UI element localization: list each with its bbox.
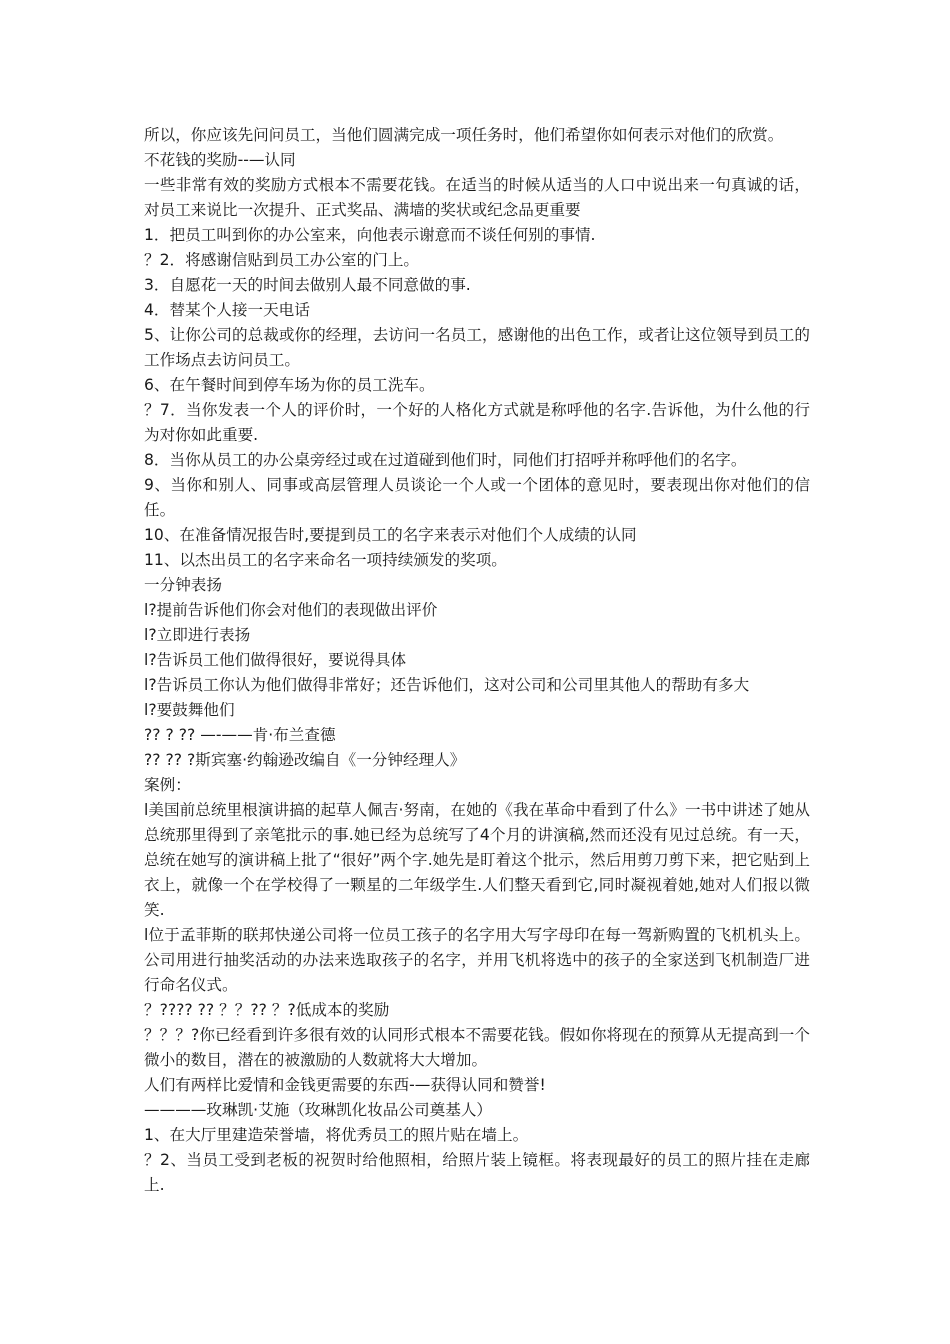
attribution: ————玫琳凯·艾施（玫琳凯化妆品公司奠基人） [144,1101,493,1119]
list-item: 8．当你从员工的办公桌旁经过或在过道碰到他们时，同他们打招呼并称呼他们的名字。 [144,451,747,469]
section-heading: 案例： [144,776,191,794]
paragraph: 所以，你应该先问问员工，当他们圆满完成一项任务时，他们希望你如何表示对他们的欣赏。 [144,126,784,144]
paragraph: 一些非常有效的奖励方式根本不需要花钱。在适当的时候从适当的人口中说出来一句真诚的话，对员工来说比一次提升、正式奖品、满墙的奖状或纪念品更重要 [144,176,810,219]
quote: 人们有两样比爱情和金钱更需要的东西-—获得认同和赞誉! [144,1076,546,1094]
list-item: 5、让你公司的总裁或你的经理，去访问一名员工，感谢他的出色工作，或者让这位领导到员工的工作场点去访问员工。 [144,326,810,369]
list-item: ？2．将感谢信贴到员工办公室的门上。 [144,251,420,269]
bullet-item: l?告诉员工你认为他们做得非常好；还告诉他们，这对公司和公司里其他人的帮助有多大 [144,676,750,694]
bullet-item: l?告诉员工他们做得很好，要说得具体 [144,651,407,669]
section-heading: 一分钟表扬 [144,576,222,594]
attribution: ?? ?? ?斯宾塞·约翰逊改编自《一分钟经理人》 [144,751,466,769]
bullet-item: l?提前告诉他们你会对他们的表现做出评价 [144,601,438,619]
section-heading: ？???? ?? ？？?? ？?低成本的奖励 [144,1001,390,1019]
list-item: 1．把员工叫到你的办公室来，向他表示谢意而不谈任何别的事情. [144,226,596,244]
list-item: ？2、当员工受到老板的祝贺时给他照相，给照片装上镜框。将表现最好的员工的照片挂在走廊上. [144,1151,810,1194]
document-body [144,123,810,1198]
list-item: 10、在准备情况报告时,要提到员工的名字来表示对他们个人成绩的认同 [144,526,637,544]
list-item: 6、在午餐时间到停车场为你的员工洗车。 [144,376,435,394]
paragraph: ？？？?你已经看到许多很有效的认同形式根本不需要花钱。假如你将现在的预算从无提高到一个微小的数目，潜在的被激励的人数就将大大增加。 [144,1026,810,1069]
section-heading: 不花钱的奖励--—认同 [144,151,296,169]
list-item: 9、当你和别人、同事或高层管理人员谈论一个人或一个团体的意见时，要表现出你对他们的信任。 [144,476,810,519]
list-item: ？7．当你发表一个人的评价时，一个好的人格化方式就是称呼他的名字.告诉他，为什么他的行为对你如此重要. [144,401,810,444]
case-paragraph: l美国前总统里根演讲搞的起草人佩吉·努南，在她的《我在革命中看到了什么》一书中讲述了她从总统那里得到了亲笔批示的事.她已经为总统写了4个月的讲演稿,然而还没有见过总统。有一天，总统在她写的演讲稿上批了“很好”两个字.她先是盯着这个批示，然后用剪刀剪下来，把它贴到上衣上，就像一个在学校得了一颗星的二年级学生.人们整天看到它,同时凝视着她,她对人们报以微笑. [144,801,810,919]
case-paragraph: l位于孟菲斯的联邦快递公司将一位员工孩子的名字用大写字母印在每一驾新购置的飞机机头上。公司用进行抽奖活动的办法来选取孩子的名字，并用飞机将选中的孩子的全家送到飞机制造厂进行命名仪式。 [144,926,810,994]
list-item: 4．替某个人接一天电话 [144,301,310,319]
attribution: ?? ? ?? —-——肯·布兰查德 [144,726,336,744]
list-item: 11、以杰出员工的名字来命名一项持续颁发的奖项。 [144,551,507,569]
list-item: 3．自愿花一天的时间去做别人最不同意做的事. [144,276,471,294]
list-item: 1、在大厅里建造荣誉墙，将优秀员工的照片贴在墙上。 [144,1126,529,1144]
bullet-item: l?立即进行表扬 [144,626,251,644]
bullet-item: l?要鼓舞他们 [144,701,235,719]
